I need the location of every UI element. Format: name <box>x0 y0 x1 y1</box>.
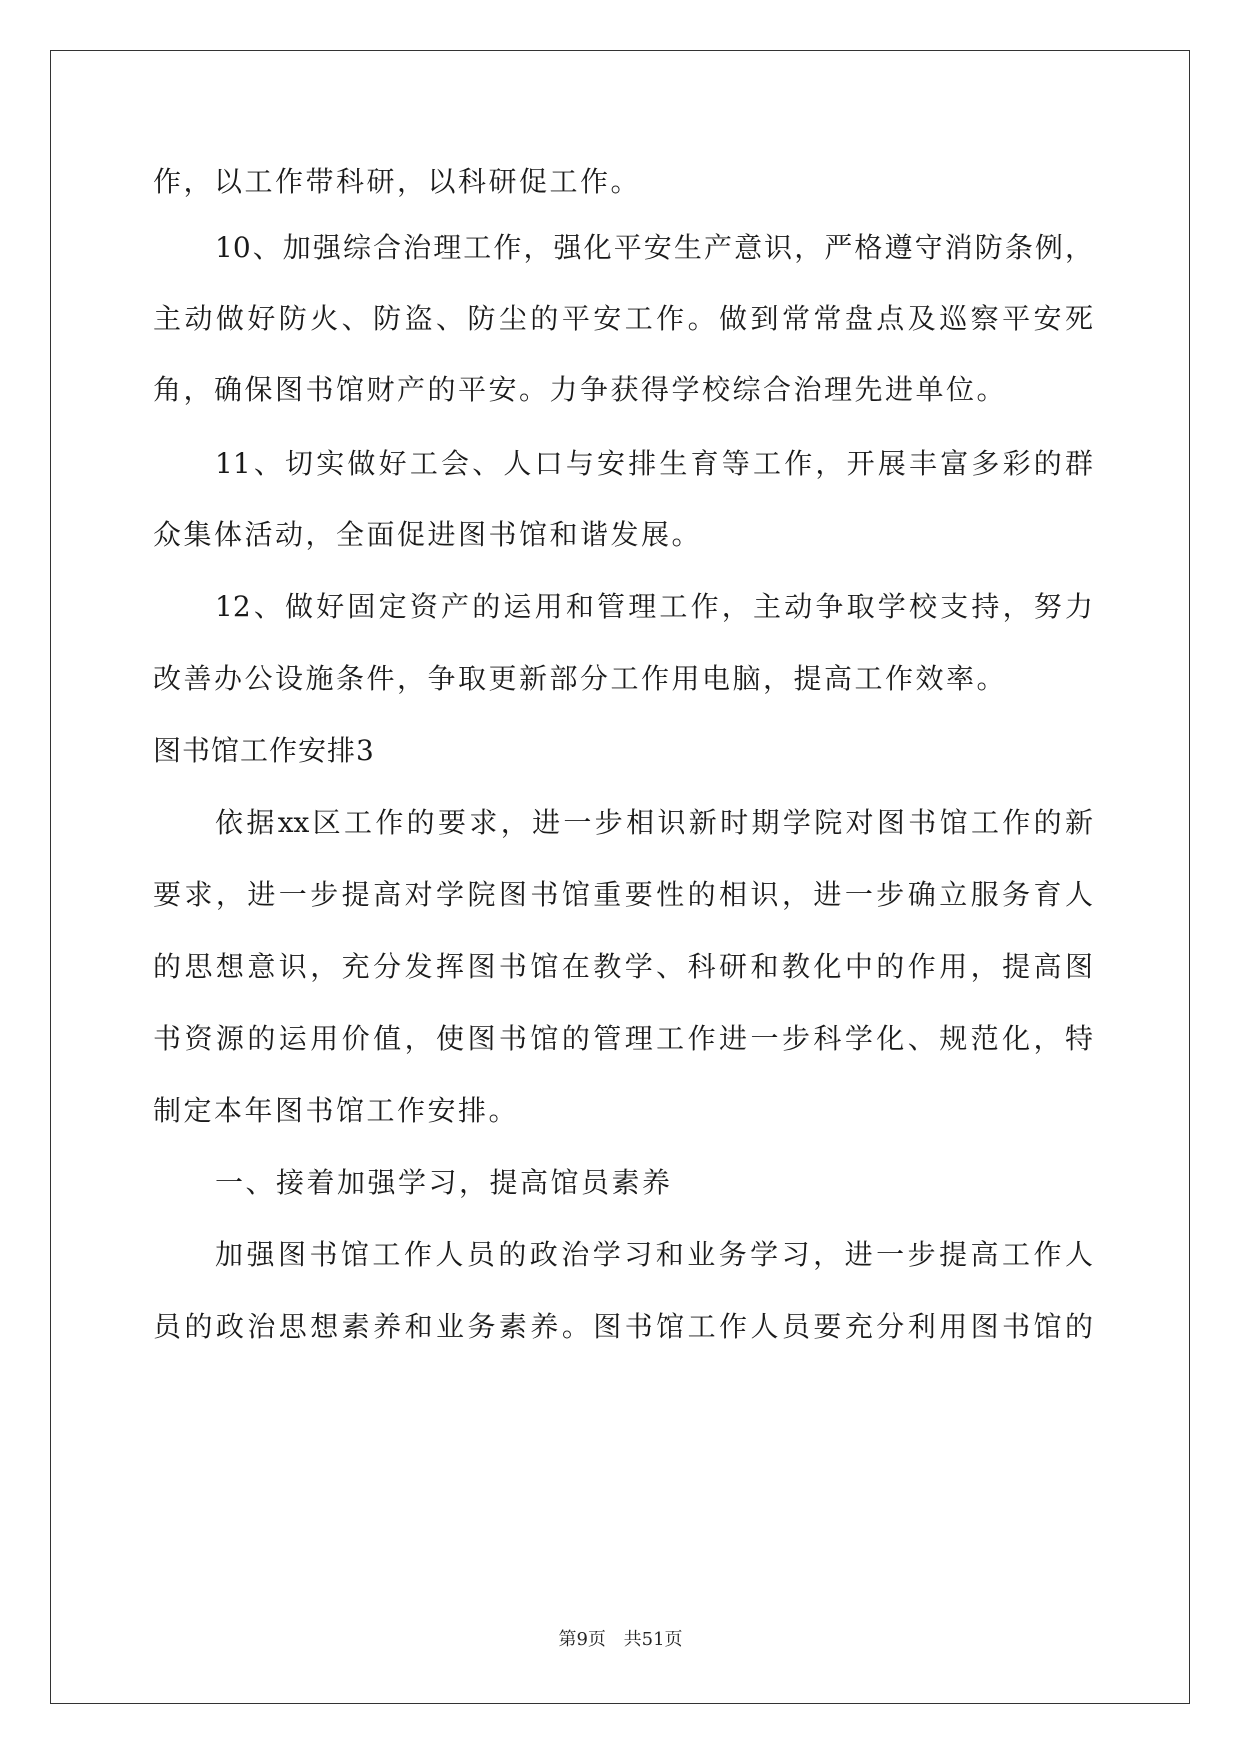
text-line: 10、加强综合治理工作，强化平安生产意识，严格遵守消防条例， <box>215 231 1093 264</box>
text-line: 主动做好防火、防盗、防尘的平安工作。做到常常盘点及巡察平安死 <box>153 302 1093 335</box>
text-line: 加强图书馆工作人员的政治学习和业务学习，进一步提高工作人 <box>215 1238 1093 1271</box>
text-line: 制定本年图书馆工作安排。 <box>153 1094 520 1127</box>
page-footer <box>0 1628 1241 1652</box>
text-line: 12、做好固定资产的运用和管理工作，主动争取学校支持，努力 <box>215 590 1093 623</box>
text-line: 众集体活动，全面促进图书馆和谐发展。 <box>153 518 703 551</box>
text-line: 员的政治思想素养和业务素养。图书馆工作人员要充分利用图书馆的 <box>153 1310 1093 1343</box>
text-line: 角，确保图书馆财产的平安。力争获得学校综合治理先进单位。 <box>153 373 1008 406</box>
page-number: 第9页 <box>558 1629 606 1650</box>
text-line: 作，以工作带科研，以科研促工作。 <box>153 165 642 198</box>
section-heading: 图书馆工作安排3 <box>153 734 375 767</box>
text-line: 依据xx区工作的要求，进一步相识新时期学院对图书馆工作的新 <box>215 806 1093 839</box>
page-total: 共51页 <box>623 1629 683 1650</box>
text-line: 11、切实做好工会、人口与安排生育等工作，开展丰富多彩的群 <box>215 447 1093 480</box>
text-line: 改善办公设施条件，争取更新部分工作用电脑，提高工作效率。 <box>153 662 1008 695</box>
text-line: 的思想意识，充分发挥图书馆在教学、科研和教化中的作用，提高图 <box>153 950 1093 983</box>
text-line: 要求，进一步提高对学院图书馆重要性的相识，进一步确立服务育人 <box>153 878 1093 911</box>
subsection-heading: 一、接着加强学习，提高馆员素养 <box>215 1166 673 1199</box>
text-line: 书资源的运用价值，使图书馆的管理工作进一步科学化、规范化，特 <box>153 1022 1093 1055</box>
